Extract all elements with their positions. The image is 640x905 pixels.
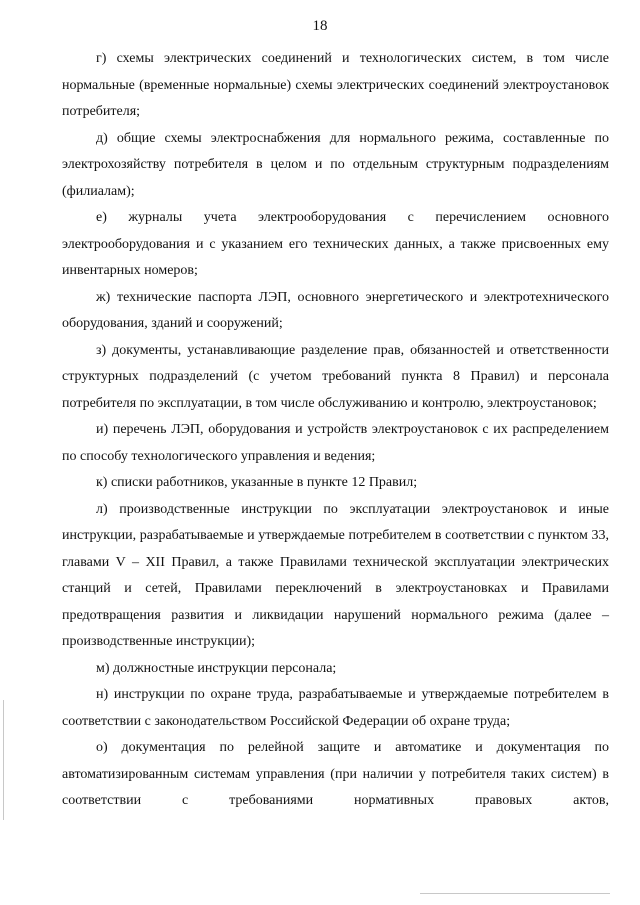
list-item-k: к) списки работников, указанные в пункте 12 Правил; [96, 475, 418, 490]
list-item-i: и) перечень ЛЭП, оборудования и устройств электроустановок с их распределением по способу технологического управления и ведения; [62, 422, 609, 464]
list-item-zh: ж) технические паспорта ЛЭП, основного энергетического и электротехнического оборудования, зданий и сооружений; [62, 289, 609, 331]
list-item-g: г) схемы электрических соединений и технологических систем, в том числе нормальные (временные нормальные) схемы электрических соединений электроустановок потребителя; [62, 51, 609, 119]
scan-edge-mark [3, 700, 4, 820]
document-body [62, 46, 609, 815]
list-item-z: з) документы, устанавливающие разделение прав, обязанностей и ответственности структурных подразделений (с учетом требований пункта 8 Правил) и персонала потребителя по эксплуатации, в том числе обслуживанию и контролю, электроустановок; [62, 342, 609, 411]
scan-bottom-line [420, 893, 610, 894]
list-item-o: о) документация по релейной защите и автоматике и документация по автоматизированным системам управления (при наличии у потребителя таких систем) в соответствии с требованиями нормативных правовых актов, [62, 740, 609, 808]
list-item-l: л) производственные инструкции по эксплуатации электроустановок и иные инструкции, разрабатываемые и утверждаемые потребителем в соответствии с пунктом 33, главами V – XII Правил, а также Правилами технической эксплуатации электрических станций и сетей, Правилами переключений в электроустановках и Правилами предотвращения развития и ликвидации нарушений нормального режима (далее – производственные инструкции); [62, 501, 609, 649]
list-item-n: н) инструкции по охране труда, разрабатываемые и утверждаемые потребителем в соответствии с законодательством Российской Федерации об охране труда; [62, 687, 609, 729]
page-number: 18 [312, 18, 328, 34]
list-item-e: е) журналы учета электрооборудования с перечислением основного электрооборудования и с указанием его технических данных, а также присвоенных ему инвентарных номеров; [62, 210, 609, 278]
list-item-d: д) общие схемы электроснабжения для нормального режима, составленные по электрохозяйству потребителя в целом и по отдельным структурным подразделениям (филиалам); [62, 130, 609, 199]
list-item-m: м) должностные инструкции персонала; [96, 660, 337, 676]
